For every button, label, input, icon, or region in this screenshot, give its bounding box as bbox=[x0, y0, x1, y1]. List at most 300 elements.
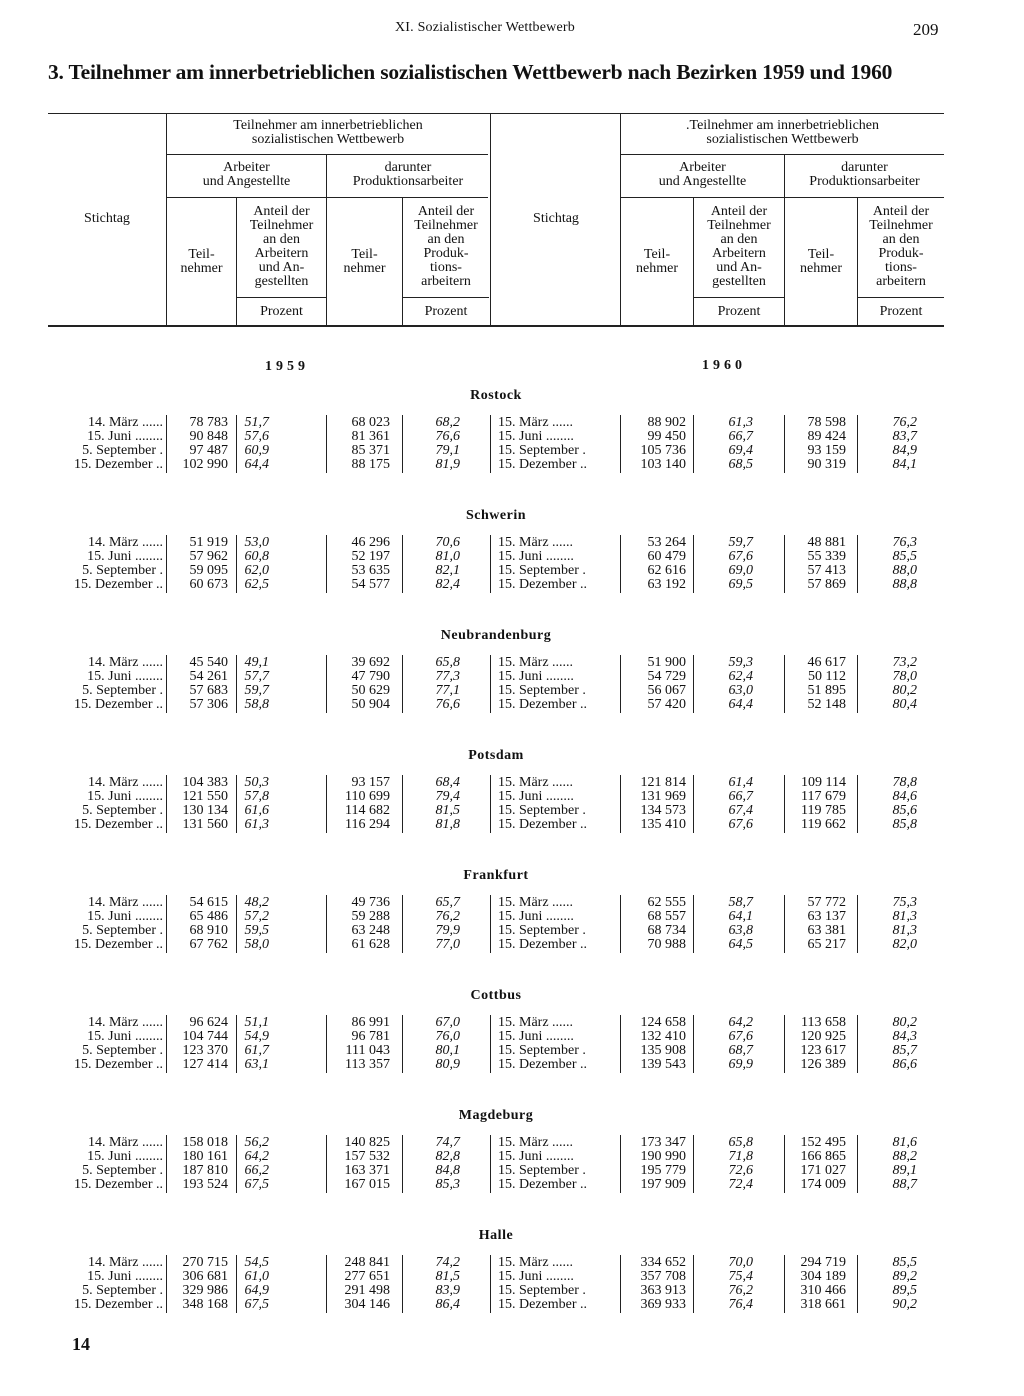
count-cell: 52 197 bbox=[351, 549, 390, 564]
percent-cell: 76,2 bbox=[892, 415, 917, 430]
header-teil-line2: nehmer bbox=[180, 261, 223, 276]
percent-cell: 85,5 bbox=[892, 1255, 917, 1270]
stichtag-cell: 15. Juni ........ bbox=[498, 549, 574, 564]
table-row bbox=[0, 1298, 1024, 1312]
percent-cell: 82,4 bbox=[435, 577, 460, 592]
table-row bbox=[0, 1058, 1024, 1072]
stichtag-cell: 15. Dezember .. bbox=[498, 577, 588, 592]
percent-cell: 79,4 bbox=[435, 789, 460, 804]
percent-cell: 56,2 bbox=[244, 1135, 269, 1150]
header-produktion-line2: Produktionsarbeiter bbox=[352, 174, 464, 189]
percent-cell: 66,2 bbox=[244, 1163, 269, 1178]
header-anteil-line: Arbeitern bbox=[254, 246, 309, 261]
percent-cell: 57,7 bbox=[244, 669, 269, 684]
count-cell: 50 904 bbox=[351, 697, 390, 712]
percent-cell: 78,8 bbox=[892, 775, 917, 790]
running-head: XI. Sozialistischer Wettbewerb bbox=[395, 20, 575, 35]
percent-cell: 61,6 bbox=[244, 803, 269, 818]
percent-cell: 89,5 bbox=[892, 1283, 917, 1298]
count-cell: 63 248 bbox=[351, 923, 390, 938]
header-anteil-line: und An- bbox=[258, 260, 305, 275]
percent-cell: 68,7 bbox=[728, 1043, 753, 1058]
table-row bbox=[0, 1164, 1024, 1178]
header-group-right bbox=[621, 119, 944, 147]
percent-cell: 77,3 bbox=[435, 669, 460, 684]
stichtag-cell: 15. Dezember .. bbox=[498, 1057, 588, 1072]
header-anteil-line: an den bbox=[263, 232, 300, 247]
header-produktion-line1: darunter bbox=[841, 160, 888, 175]
header-teilnehmer bbox=[621, 248, 693, 276]
header-teilnehmer bbox=[327, 248, 402, 276]
count-cell: 56 067 bbox=[647, 683, 686, 698]
header-anteil-line: arbeitern bbox=[876, 274, 926, 289]
stichtag-cell: 15. Dezember .. bbox=[498, 817, 588, 832]
header-prozent: Prozent bbox=[879, 304, 923, 319]
header-rule-group-right bbox=[621, 154, 944, 155]
stichtag-cell: 15. Juni ........ bbox=[498, 669, 574, 684]
stichtag-cell: 15. September . bbox=[498, 923, 586, 938]
count-cell: 63 137 bbox=[807, 909, 846, 924]
percent-cell: 90,2 bbox=[892, 1297, 917, 1312]
table-row bbox=[0, 804, 1024, 818]
percent-cell: 82,8 bbox=[435, 1149, 460, 1164]
header-anteil-line: tions- bbox=[885, 260, 917, 275]
stichtag-cell: 14. März ...... bbox=[87, 1135, 163, 1150]
table-row bbox=[0, 1284, 1024, 1298]
stichtag-cell: 15. Dezember .. bbox=[73, 1297, 163, 1312]
stichtag-cell: 14. März ...... bbox=[87, 895, 163, 910]
percent-cell: 86,4 bbox=[435, 1297, 460, 1312]
count-cell: 54 577 bbox=[351, 577, 390, 592]
header-teilnehmer bbox=[167, 248, 236, 276]
header-anteil-line: gestellten bbox=[254, 274, 309, 289]
count-cell: 310 466 bbox=[800, 1283, 846, 1298]
header-rule-sub-right bbox=[621, 197, 944, 198]
stichtag-cell: 15. Juni ........ bbox=[498, 789, 574, 804]
region-heading: Schwerin bbox=[466, 508, 526, 523]
vrule bbox=[490, 113, 491, 325]
header-anteil-line: an den bbox=[882, 232, 920, 247]
percent-cell: 64,1 bbox=[728, 909, 753, 924]
percent-cell: 83,9 bbox=[435, 1283, 460, 1298]
count-cell: 67 762 bbox=[189, 937, 228, 952]
count-cell: 85 371 bbox=[351, 443, 390, 458]
percent-cell: 64,2 bbox=[728, 1015, 753, 1030]
stichtag-cell: 15. Dezember .. bbox=[498, 937, 588, 952]
stichtag-cell: 5. September . bbox=[82, 443, 163, 458]
table-row bbox=[0, 564, 1024, 578]
stichtag-cell: 15. Dezember .. bbox=[498, 697, 588, 712]
header-anteil-line: Teilnehmer bbox=[249, 218, 314, 233]
header-anteil-line: Produk- bbox=[423, 246, 469, 261]
percent-cell: 88,2 bbox=[892, 1149, 917, 1164]
region-heading: Cottbus bbox=[470, 988, 522, 1003]
stichtag-cell: 5. September . bbox=[82, 923, 163, 938]
percent-cell: 61,7 bbox=[244, 1043, 269, 1058]
table-row bbox=[0, 790, 1024, 804]
percent-cell: 65,8 bbox=[728, 1135, 753, 1150]
percent-cell: 64,5 bbox=[728, 937, 753, 952]
header-teil-line1: Teil- bbox=[351, 247, 378, 262]
count-cell: 195 779 bbox=[640, 1163, 686, 1178]
header-anteil-line: gestellten bbox=[712, 274, 766, 289]
percent-cell: 81,5 bbox=[435, 803, 460, 818]
percent-cell: 57,2 bbox=[244, 909, 269, 924]
percent-cell: 67,0 bbox=[435, 1015, 460, 1030]
stichtag-cell: 15. Dezember .. bbox=[73, 697, 163, 712]
percent-cell: 85,8 bbox=[892, 817, 917, 832]
count-cell: 60 479 bbox=[647, 549, 686, 564]
percent-cell: 85,3 bbox=[435, 1177, 460, 1192]
percent-cell: 54,5 bbox=[244, 1255, 269, 1270]
count-cell: 54 261 bbox=[189, 669, 228, 684]
percent-cell: 71,8 bbox=[728, 1149, 753, 1164]
count-cell: 131 560 bbox=[182, 817, 228, 832]
header-teil-line2: nehmer bbox=[800, 261, 842, 276]
percent-cell: 81,3 bbox=[892, 923, 917, 938]
count-cell: 139 543 bbox=[640, 1057, 686, 1072]
count-cell: 62 555 bbox=[647, 895, 686, 910]
count-cell: 157 532 bbox=[344, 1149, 390, 1164]
percent-cell: 73,2 bbox=[892, 655, 917, 670]
table-row bbox=[0, 1270, 1024, 1284]
stichtag-cell: 15. Juni ........ bbox=[498, 1149, 574, 1164]
percent-cell: 83,7 bbox=[892, 429, 917, 444]
header-arbeiter-right bbox=[621, 161, 784, 189]
count-cell: 109 114 bbox=[801, 775, 846, 790]
header-teil-line1: Teil- bbox=[188, 247, 215, 262]
header-arbeiter-line1: Arbeiter bbox=[679, 160, 726, 175]
header-rule-sub-left bbox=[167, 197, 488, 198]
percent-cell: 60,8 bbox=[244, 549, 269, 564]
stichtag-cell: 15. Dezember .. bbox=[73, 577, 163, 592]
percent-cell: 78,0 bbox=[892, 669, 917, 684]
header-anteil-line: an den bbox=[427, 232, 465, 247]
stichtag-cell: 5. September . bbox=[82, 1283, 163, 1298]
count-cell: 88 902 bbox=[647, 415, 686, 430]
percent-cell: 72,6 bbox=[728, 1163, 753, 1178]
percent-cell: 57,8 bbox=[244, 789, 269, 804]
count-cell: 190 990 bbox=[640, 1149, 686, 1164]
header-arbeiter-line2: und Angestellte bbox=[202, 174, 291, 189]
percent-cell: 63,8 bbox=[728, 923, 753, 938]
percent-cell: 81,9 bbox=[435, 457, 460, 472]
header-anteil-line: Produk- bbox=[878, 246, 924, 261]
stichtag-cell: 15. Juni ........ bbox=[87, 1149, 163, 1164]
year-label-right: 1960 bbox=[702, 358, 746, 373]
count-cell: 152 495 bbox=[800, 1135, 846, 1150]
table-row bbox=[0, 1178, 1024, 1192]
percent-cell: 61,0 bbox=[244, 1269, 269, 1284]
percent-cell: 67,4 bbox=[728, 803, 753, 818]
percent-cell: 84,1 bbox=[892, 457, 917, 472]
table-row bbox=[0, 670, 1024, 684]
count-cell: 348 168 bbox=[182, 1297, 228, 1312]
header-prozent: Prozent bbox=[260, 304, 303, 319]
table-row bbox=[0, 1044, 1024, 1058]
count-cell: 171 027 bbox=[800, 1163, 846, 1178]
count-cell: 363 913 bbox=[640, 1283, 686, 1298]
percent-cell: 62,5 bbox=[244, 577, 269, 592]
count-cell: 197 909 bbox=[640, 1177, 686, 1192]
header-anteil-line: Teilnehmer bbox=[707, 218, 771, 233]
percent-cell: 82,0 bbox=[892, 937, 917, 952]
count-cell: 90 319 bbox=[807, 457, 846, 472]
count-cell: 88 175 bbox=[351, 457, 390, 472]
count-cell: 78 598 bbox=[807, 415, 846, 430]
percent-cell: 85,5 bbox=[892, 549, 917, 564]
header-prozent: Prozent bbox=[717, 304, 761, 319]
header-anteil-line: Teilnehmer bbox=[869, 218, 933, 233]
stichtag-cell: 15. Juni ........ bbox=[87, 429, 163, 444]
header-produktion-line2: Produktionsarbeiter bbox=[809, 174, 920, 189]
header-group-line1: Teilnehmer am innerbetrieblichen bbox=[233, 118, 423, 133]
table-row bbox=[0, 1256, 1024, 1270]
count-cell: 167 015 bbox=[344, 1177, 390, 1192]
count-cell: 158 018 bbox=[182, 1135, 228, 1150]
percent-cell: 69,5 bbox=[728, 577, 753, 592]
percent-cell: 74,7 bbox=[435, 1135, 460, 1150]
table-row bbox=[0, 416, 1024, 430]
count-cell: 119 785 bbox=[801, 803, 846, 818]
count-cell: 51 919 bbox=[189, 535, 228, 550]
percent-cell: 64,9 bbox=[244, 1283, 269, 1298]
header-top-rule bbox=[48, 113, 944, 114]
count-cell: 173 347 bbox=[640, 1135, 686, 1150]
header-anteil-arbeiter bbox=[694, 205, 784, 289]
count-cell: 63 192 bbox=[647, 577, 686, 592]
stichtag-cell: 15. Dezember .. bbox=[73, 937, 163, 952]
percent-cell: 51,1 bbox=[244, 1015, 269, 1030]
count-cell: 68 557 bbox=[647, 909, 686, 924]
stichtag-cell: 15. Juni ........ bbox=[498, 1029, 574, 1044]
count-cell: 127 414 bbox=[182, 1057, 228, 1072]
percent-cell: 59,7 bbox=[244, 683, 269, 698]
stichtag-cell: 14. März ...... bbox=[87, 1015, 163, 1030]
stichtag-cell: 15. März ...... bbox=[498, 1015, 574, 1030]
count-cell: 53 635 bbox=[351, 563, 390, 578]
count-cell: 180 161 bbox=[182, 1149, 228, 1164]
count-cell: 304 146 bbox=[344, 1297, 390, 1312]
stichtag-cell: 15. September . bbox=[498, 1163, 586, 1178]
percent-cell: 50,3 bbox=[244, 775, 269, 790]
header-teil-line2: nehmer bbox=[343, 261, 386, 276]
percent-cell: 58,0 bbox=[244, 937, 269, 952]
count-cell: 270 715 bbox=[182, 1255, 228, 1270]
percent-cell: 81,3 bbox=[892, 909, 917, 924]
percent-cell: 61,4 bbox=[728, 775, 753, 790]
count-cell: 123 370 bbox=[182, 1043, 228, 1058]
header-arbeiter-line2: und Angestellte bbox=[658, 174, 747, 189]
count-cell: 63 381 bbox=[807, 923, 846, 938]
percent-cell: 76,6 bbox=[435, 429, 460, 444]
header-group-left bbox=[167, 119, 489, 147]
count-cell: 57 869 bbox=[807, 577, 846, 592]
header-teil-line2: nehmer bbox=[636, 261, 678, 276]
count-cell: 51 895 bbox=[807, 683, 846, 698]
page-number: 209 bbox=[913, 20, 939, 39]
count-cell: 187 810 bbox=[182, 1163, 228, 1178]
table-row bbox=[0, 1136, 1024, 1150]
count-cell: 68 734 bbox=[647, 923, 686, 938]
header-rule-group-left bbox=[167, 154, 488, 155]
percent-cell: 72,4 bbox=[728, 1177, 753, 1192]
stichtag-cell: 15. Dezember .. bbox=[73, 1177, 163, 1192]
count-cell: 57 413 bbox=[807, 563, 846, 578]
percent-cell: 76,2 bbox=[728, 1283, 753, 1298]
table-row bbox=[0, 458, 1024, 472]
count-cell: 277 651 bbox=[344, 1269, 390, 1284]
percent-cell: 65,8 bbox=[435, 655, 460, 670]
count-cell: 57 306 bbox=[189, 697, 228, 712]
header-anteil-line: Anteil der bbox=[253, 204, 310, 219]
stichtag-cell: 15. März ...... bbox=[498, 535, 574, 550]
percent-cell: 70,0 bbox=[728, 1255, 753, 1270]
count-cell: 329 986 bbox=[182, 1283, 228, 1298]
count-cell: 53 264 bbox=[647, 535, 686, 550]
region-heading: Frankfurt bbox=[463, 868, 529, 883]
stichtag-cell: 15. September . bbox=[498, 803, 586, 818]
header-anteil-produktion bbox=[403, 205, 489, 289]
stichtag-cell: 15. Juni ........ bbox=[87, 1029, 163, 1044]
header-anteil-line: Anteil der bbox=[872, 204, 930, 219]
count-cell: 163 371 bbox=[344, 1163, 390, 1178]
header-arbeiter-left bbox=[167, 161, 326, 189]
header-anteil-produktion bbox=[858, 205, 944, 289]
percent-cell: 70,6 bbox=[435, 535, 460, 550]
table-row bbox=[0, 1030, 1024, 1044]
count-cell: 62 616 bbox=[647, 563, 686, 578]
count-cell: 104 744 bbox=[182, 1029, 228, 1044]
percent-cell: 59,7 bbox=[728, 535, 753, 550]
table-row bbox=[0, 896, 1024, 910]
count-cell: 318 661 bbox=[800, 1297, 846, 1312]
stichtag-cell: 15. September . bbox=[498, 1283, 586, 1298]
percent-cell: 64,4 bbox=[244, 457, 269, 472]
percent-cell: 62,0 bbox=[244, 563, 269, 578]
table-row bbox=[0, 924, 1024, 938]
stichtag-cell: 15. Dezember .. bbox=[73, 1057, 163, 1072]
count-cell: 93 157 bbox=[351, 775, 390, 790]
header-stichtag-right: Stichtag bbox=[533, 211, 579, 226]
header-group-line1: .Teilnehmer am innerbetrieblichen bbox=[686, 118, 879, 133]
count-cell: 294 719 bbox=[800, 1255, 846, 1270]
count-cell: 51 900 bbox=[647, 655, 686, 670]
count-cell: 48 881 bbox=[807, 535, 846, 550]
percent-cell: 76,4 bbox=[728, 1297, 753, 1312]
percent-cell: 80,2 bbox=[892, 683, 917, 698]
percent-cell: 69,9 bbox=[728, 1057, 753, 1072]
prozent-rule bbox=[403, 297, 489, 298]
percent-cell: 66,7 bbox=[728, 429, 753, 444]
percent-cell: 63,1 bbox=[244, 1057, 269, 1072]
count-cell: 57 772 bbox=[807, 895, 846, 910]
table-row bbox=[0, 698, 1024, 712]
stichtag-cell: 14. März ...... bbox=[87, 415, 163, 430]
header-anteil-line: Anteil der bbox=[417, 204, 475, 219]
stichtag-cell: 15. September . bbox=[498, 683, 586, 698]
count-cell: 126 389 bbox=[800, 1057, 846, 1072]
percent-cell: 81,5 bbox=[435, 1269, 460, 1284]
count-cell: 121 814 bbox=[640, 775, 686, 790]
percent-cell: 69,4 bbox=[728, 443, 753, 458]
percent-cell: 68,2 bbox=[435, 415, 460, 430]
count-cell: 102 990 bbox=[182, 457, 228, 472]
count-cell: 54 729 bbox=[647, 669, 686, 684]
table-row bbox=[0, 536, 1024, 550]
percent-cell: 65,7 bbox=[435, 895, 460, 910]
table-row bbox=[0, 938, 1024, 952]
percent-cell: 84,3 bbox=[892, 1029, 917, 1044]
stichtag-cell: 5. September . bbox=[82, 1163, 163, 1178]
percent-cell: 59,3 bbox=[728, 655, 753, 670]
table-row bbox=[0, 818, 1024, 832]
percent-cell: 79,1 bbox=[435, 443, 460, 458]
percent-cell: 59,5 bbox=[244, 923, 269, 938]
stichtag-cell: 15. September . bbox=[498, 563, 586, 578]
percent-cell: 81,6 bbox=[892, 1135, 917, 1150]
stichtag-cell: 15. März ...... bbox=[498, 775, 574, 790]
header-prozent: Prozent bbox=[424, 304, 468, 319]
count-cell: 130 134 bbox=[182, 803, 228, 818]
year-label-left: 1959 bbox=[265, 359, 309, 374]
count-cell: 54 615 bbox=[189, 895, 228, 910]
table-row bbox=[0, 1016, 1024, 1030]
header-anteil-line: arbeitern bbox=[421, 274, 471, 289]
percent-cell: 80,9 bbox=[435, 1057, 460, 1072]
stichtag-cell: 15. Juni ........ bbox=[498, 429, 574, 444]
count-cell: 96 781 bbox=[351, 1029, 390, 1044]
percent-cell: 81,8 bbox=[435, 817, 460, 832]
count-cell: 103 140 bbox=[640, 457, 686, 472]
stichtag-cell: 15. Juni ........ bbox=[498, 909, 574, 924]
count-cell: 306 681 bbox=[182, 1269, 228, 1284]
table-title: 3. Teilnehmer am innerbetrieblichen sozialistischen Wettbewerb nach Bezirken 1959 und 1960 bbox=[48, 60, 893, 84]
count-cell: 113 658 bbox=[801, 1015, 846, 1030]
count-cell: 55 339 bbox=[807, 549, 846, 564]
percent-cell: 69,0 bbox=[728, 563, 753, 578]
header-teil-line1: Teil- bbox=[643, 247, 671, 262]
percent-cell: 68,4 bbox=[435, 775, 460, 790]
prozent-rule bbox=[858, 297, 944, 298]
prozent-rule bbox=[237, 297, 326, 298]
percent-cell: 80,4 bbox=[892, 697, 917, 712]
percent-cell: 80,2 bbox=[892, 1015, 917, 1030]
table-row bbox=[0, 656, 1024, 670]
header-anteil-line: und An- bbox=[716, 260, 762, 275]
stichtag-cell: 15. Juni ........ bbox=[498, 1269, 574, 1284]
count-cell: 111 043 bbox=[345, 1043, 390, 1058]
percent-cell: 80,1 bbox=[435, 1043, 460, 1058]
region-heading: Halle bbox=[478, 1228, 514, 1243]
count-cell: 68 910 bbox=[189, 923, 228, 938]
percent-cell: 76,3 bbox=[892, 535, 917, 550]
stichtag-cell: 5. September . bbox=[82, 683, 163, 698]
stichtag-cell: 14. März ...... bbox=[87, 1255, 163, 1270]
header-teilnehmer bbox=[785, 248, 857, 276]
header-anteil-line: tions- bbox=[430, 260, 462, 275]
percent-cell: 84,8 bbox=[435, 1163, 460, 1178]
count-cell: 119 662 bbox=[801, 817, 846, 832]
percent-cell: 82,1 bbox=[435, 563, 460, 578]
count-cell: 104 383 bbox=[182, 775, 228, 790]
count-cell: 86 991 bbox=[351, 1015, 390, 1030]
count-cell: 96 624 bbox=[189, 1015, 228, 1030]
count-cell: 116 294 bbox=[345, 817, 390, 832]
count-cell: 39 692 bbox=[351, 655, 390, 670]
percent-cell: 67,5 bbox=[244, 1297, 269, 1312]
count-cell: 89 424 bbox=[807, 429, 846, 444]
